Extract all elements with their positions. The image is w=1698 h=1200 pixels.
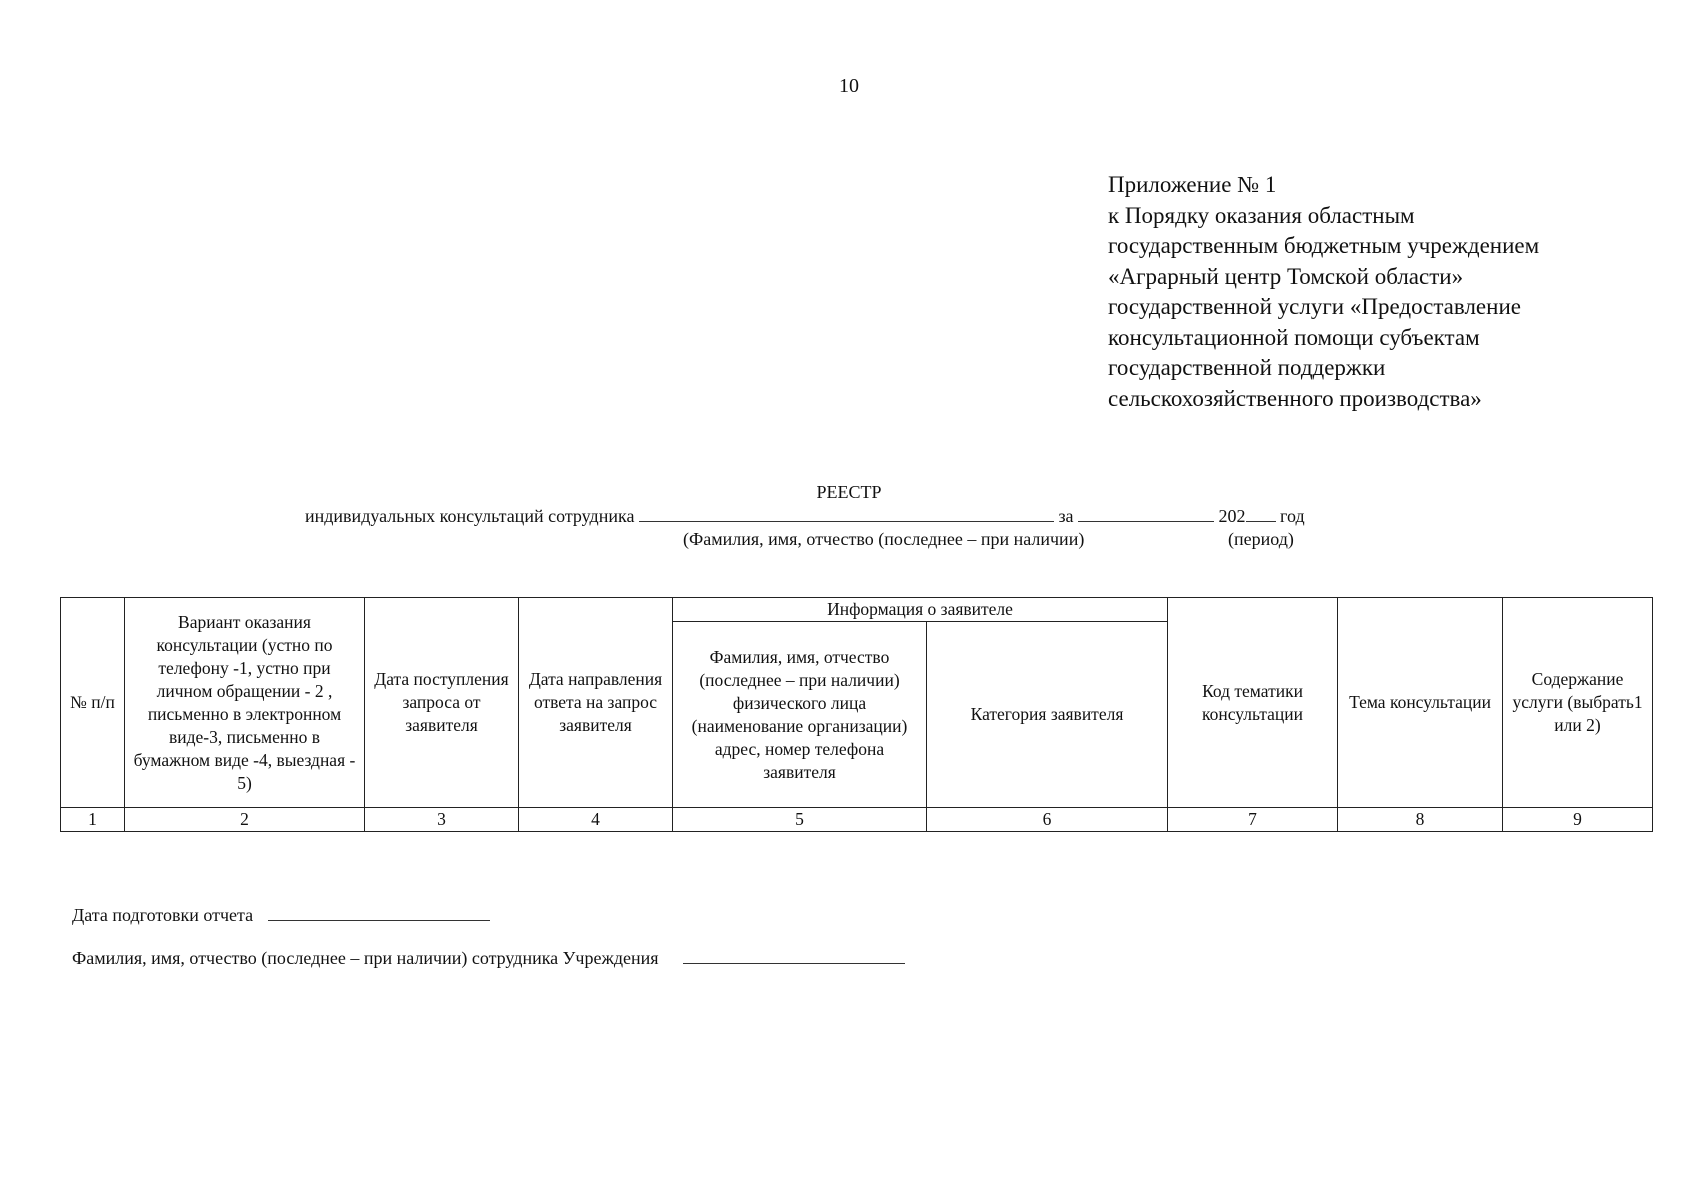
header-applicant-category: Категория заявителя	[927, 622, 1168, 808]
column-number-cell: 8	[1338, 808, 1503, 832]
column-number-cell: 3	[365, 808, 519, 832]
period-blank	[1078, 506, 1214, 522]
appendix-line: сельскохозяйственного производства»	[1108, 385, 1482, 411]
header-topic: Тема консультации	[1338, 598, 1503, 808]
registry-line-prefix: индивидуальных консультаций сотрудника	[305, 506, 635, 526]
registry-title: РЕЕСТР	[816, 482, 882, 502]
header-topic-code: Код тематики консультации	[1168, 598, 1338, 808]
report-date-line	[72, 905, 490, 926]
report-date-label: Дата подготовки отчета	[72, 905, 254, 925]
appendix-line: государственной услуги «Предоставление	[1108, 294, 1521, 319]
employee-line	[72, 948, 905, 969]
registry-table	[60, 597, 1653, 832]
column-number-cell: 5	[673, 808, 927, 832]
appendix-line: к Порядку оказания областным	[1108, 202, 1415, 228]
column-number-cell: 1	[61, 808, 125, 832]
employee-name-blank	[639, 506, 1054, 522]
appendix-line: государственной поддержки	[1108, 355, 1386, 380]
column-number-cell: 7	[1168, 808, 1338, 832]
column-number-cell: 4	[519, 808, 673, 832]
appendix-line: консультационной помощи субъектам	[1108, 324, 1480, 350]
header-service-content: Содержание услуги (выбрать1 или 2)	[1503, 598, 1653, 808]
column-number-cell: 2	[125, 808, 365, 832]
appendix-block	[1108, 170, 1668, 414]
header-response-date: Дата направления ответа на запрос заявителя	[519, 598, 673, 808]
registry-line-year: 202	[1218, 506, 1246, 526]
hint-period: (период)	[1228, 529, 1294, 549]
appendix-line: государственным бюджетным учреждением	[1108, 233, 1540, 258]
employee-label: Фамилия, имя, отчество (последнее – при наличии) сотрудника Учреждения	[72, 948, 659, 968]
header-applicant-name: Фамилия, имя, отчество (последнее – при наличии) физического лица (наименование организации) адрес, номер телефона заявителя	[673, 622, 927, 808]
year-blank	[1246, 506, 1276, 522]
header-applicant-info: Информация о заявителе	[673, 598, 1168, 622]
report-date-blank	[268, 905, 490, 921]
registry-line-year-suffix: год	[1280, 506, 1305, 526]
employee-signature-blank	[683, 948, 905, 964]
appendix-line: «Аграрный центр Томской области»	[1108, 263, 1464, 289]
registry-line-for: за	[1058, 506, 1074, 526]
header-number: № п/п	[61, 598, 125, 808]
appendix-line: Приложение № 1	[1108, 172, 1277, 197]
hint-employee-name: (Фамилия, имя, отчество (последнее – при наличии)	[683, 529, 1085, 549]
registry-subtitle-line	[305, 506, 1305, 527]
page-number: 10	[839, 75, 859, 97]
header-request-date: Дата поступления запроса от заявителя	[365, 598, 519, 808]
header-consultation-variant: Вариант оказания консультации (устно по телефону -1, устно при личном обращении - 2 , письменно в электронном виде-3, письменно в бумажном виде -4, выездная - 5)	[125, 598, 365, 808]
column-number-cell: 9	[1503, 808, 1653, 832]
column-number-cell: 6	[927, 808, 1168, 832]
